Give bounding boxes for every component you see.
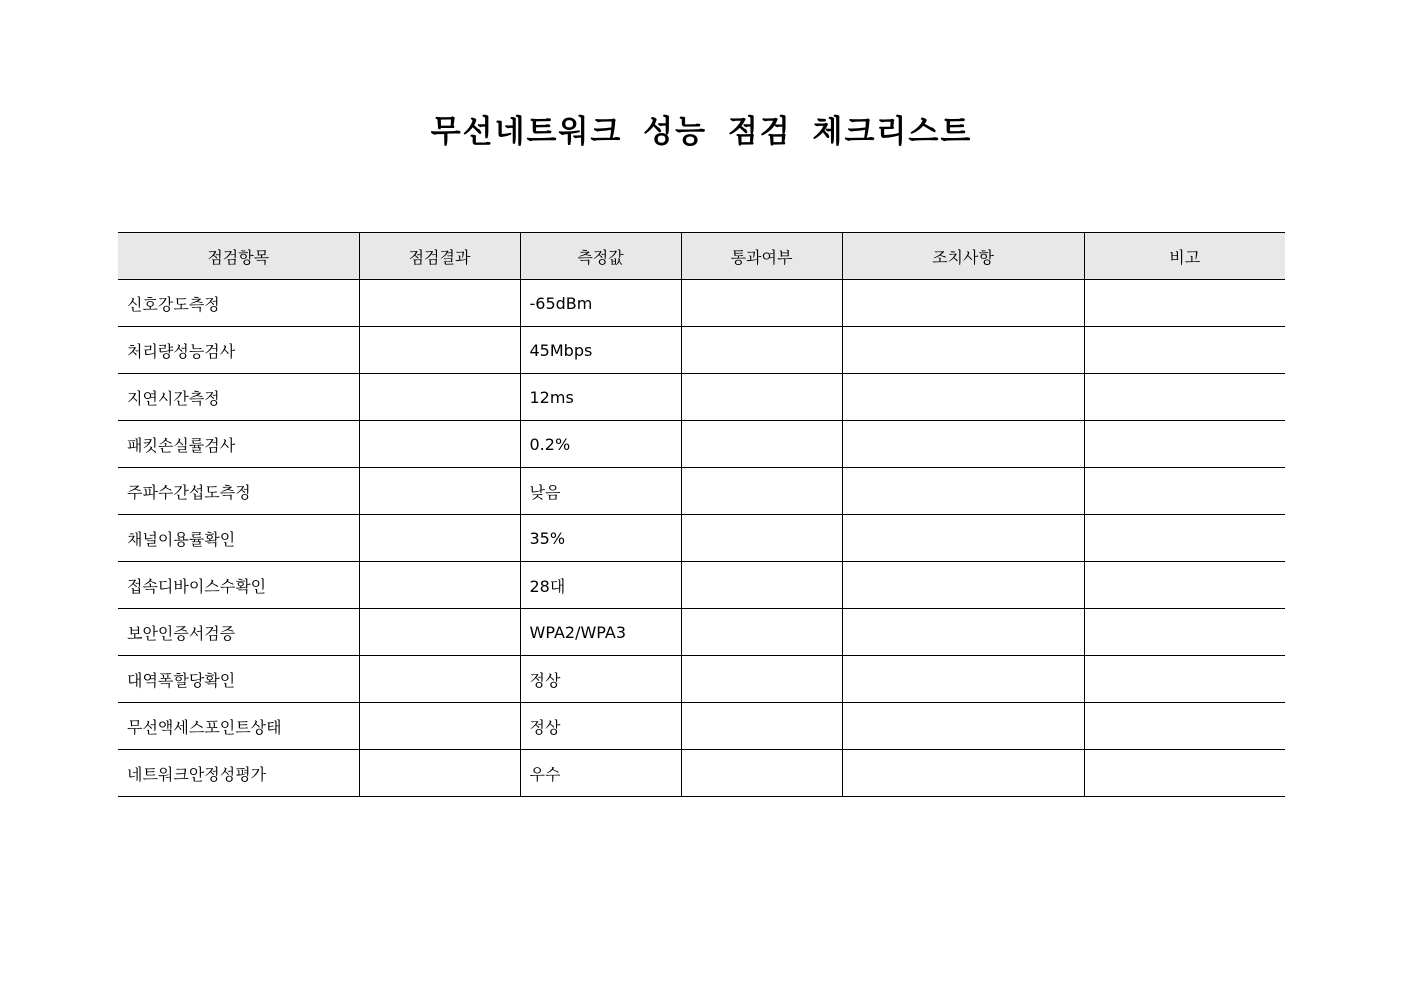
- pass-cell[interactable]: [681, 468, 842, 515]
- action-cell[interactable]: [842, 421, 1084, 468]
- action-cell[interactable]: [842, 515, 1084, 562]
- action-cell[interactable]: [842, 609, 1084, 656]
- result-cell[interactable]: [359, 280, 520, 327]
- note-cell[interactable]: [1084, 421, 1285, 468]
- table-row: [118, 656, 1285, 703]
- item-cell: 네트워크안정성평가: [118, 750, 359, 797]
- action-cell[interactable]: [842, 374, 1084, 421]
- pass-cell[interactable]: [681, 374, 842, 421]
- table-row: [118, 703, 1285, 750]
- table-row: [118, 327, 1285, 374]
- result-cell[interactable]: [359, 468, 520, 515]
- column-header-item: 점검항목: [118, 233, 359, 280]
- note-cell[interactable]: [1084, 656, 1285, 703]
- result-cell[interactable]: [359, 609, 520, 656]
- note-cell[interactable]: [1084, 562, 1285, 609]
- value-cell: 낮음: [520, 468, 681, 515]
- note-cell[interactable]: [1084, 280, 1285, 327]
- column-header-result: 점검결과: [359, 233, 520, 280]
- result-cell[interactable]: [359, 656, 520, 703]
- action-cell[interactable]: [842, 562, 1084, 609]
- item-cell: 채널이용률확인: [118, 515, 359, 562]
- column-header-value: 측정값: [520, 233, 681, 280]
- result-cell[interactable]: [359, 327, 520, 374]
- value-cell: 35%: [520, 515, 681, 562]
- page-title: 무선네트워크 성능 점검 체크리스트: [430, 114, 973, 150]
- pass-cell[interactable]: [681, 280, 842, 327]
- pass-cell[interactable]: [681, 421, 842, 468]
- item-cell: 무선액세스포인트상태: [118, 703, 359, 750]
- value-cell: 우수: [520, 750, 681, 797]
- pass-cell[interactable]: [681, 703, 842, 750]
- action-cell[interactable]: [842, 468, 1084, 515]
- table-row: [118, 609, 1285, 656]
- note-cell[interactable]: [1084, 703, 1285, 750]
- value-cell: 정상: [520, 703, 681, 750]
- item-cell: 대역폭할당확인: [118, 656, 359, 703]
- result-cell[interactable]: [359, 515, 520, 562]
- item-cell: 지연시간측정: [118, 374, 359, 421]
- result-cell[interactable]: [359, 750, 520, 797]
- value-cell: 12ms: [520, 374, 681, 421]
- column-header-action: 조치사항: [842, 233, 1084, 280]
- action-cell[interactable]: [842, 703, 1084, 750]
- pass-cell[interactable]: [681, 327, 842, 374]
- table-row: [118, 421, 1285, 468]
- checklist-table: [118, 232, 1285, 797]
- item-cell: 패킷손실률검사: [118, 421, 359, 468]
- action-cell[interactable]: [842, 280, 1084, 327]
- table-header-row: [118, 233, 1285, 280]
- item-cell: 접속디바이스수확인: [118, 562, 359, 609]
- table-row: [118, 468, 1285, 515]
- table-row: [118, 374, 1285, 421]
- note-cell[interactable]: [1084, 515, 1285, 562]
- pass-cell[interactable]: [681, 750, 842, 797]
- action-cell[interactable]: [842, 327, 1084, 374]
- result-cell[interactable]: [359, 374, 520, 421]
- pass-cell[interactable]: [681, 656, 842, 703]
- action-cell[interactable]: [842, 750, 1084, 797]
- column-header-pass: 통과여부: [681, 233, 842, 280]
- item-cell: 처리량성능검사: [118, 327, 359, 374]
- value-cell: 정상: [520, 656, 681, 703]
- note-cell[interactable]: [1084, 327, 1285, 374]
- item-cell: 주파수간섭도측정: [118, 468, 359, 515]
- column-header-note: 비고: [1084, 233, 1285, 280]
- note-cell[interactable]: [1084, 750, 1285, 797]
- table-row: [118, 750, 1285, 797]
- value-cell: WPA2/WPA3: [520, 609, 681, 656]
- result-cell[interactable]: [359, 421, 520, 468]
- value-cell: 0.2%: [520, 421, 681, 468]
- note-cell[interactable]: [1084, 609, 1285, 656]
- item-cell: 신호강도측정: [118, 280, 359, 327]
- pass-cell[interactable]: [681, 609, 842, 656]
- item-cell: 보안인증서검증: [118, 609, 359, 656]
- value-cell: -65dBm: [520, 280, 681, 327]
- action-cell[interactable]: [842, 656, 1084, 703]
- pass-cell[interactable]: [681, 515, 842, 562]
- value-cell: 28대: [520, 562, 681, 609]
- table-row: [118, 515, 1285, 562]
- result-cell[interactable]: [359, 703, 520, 750]
- value-cell: 45Mbps: [520, 327, 681, 374]
- table-row: [118, 562, 1285, 609]
- result-cell[interactable]: [359, 562, 520, 609]
- pass-cell[interactable]: [681, 562, 842, 609]
- note-cell[interactable]: [1084, 468, 1285, 515]
- table-row: [118, 280, 1285, 327]
- note-cell[interactable]: [1084, 374, 1285, 421]
